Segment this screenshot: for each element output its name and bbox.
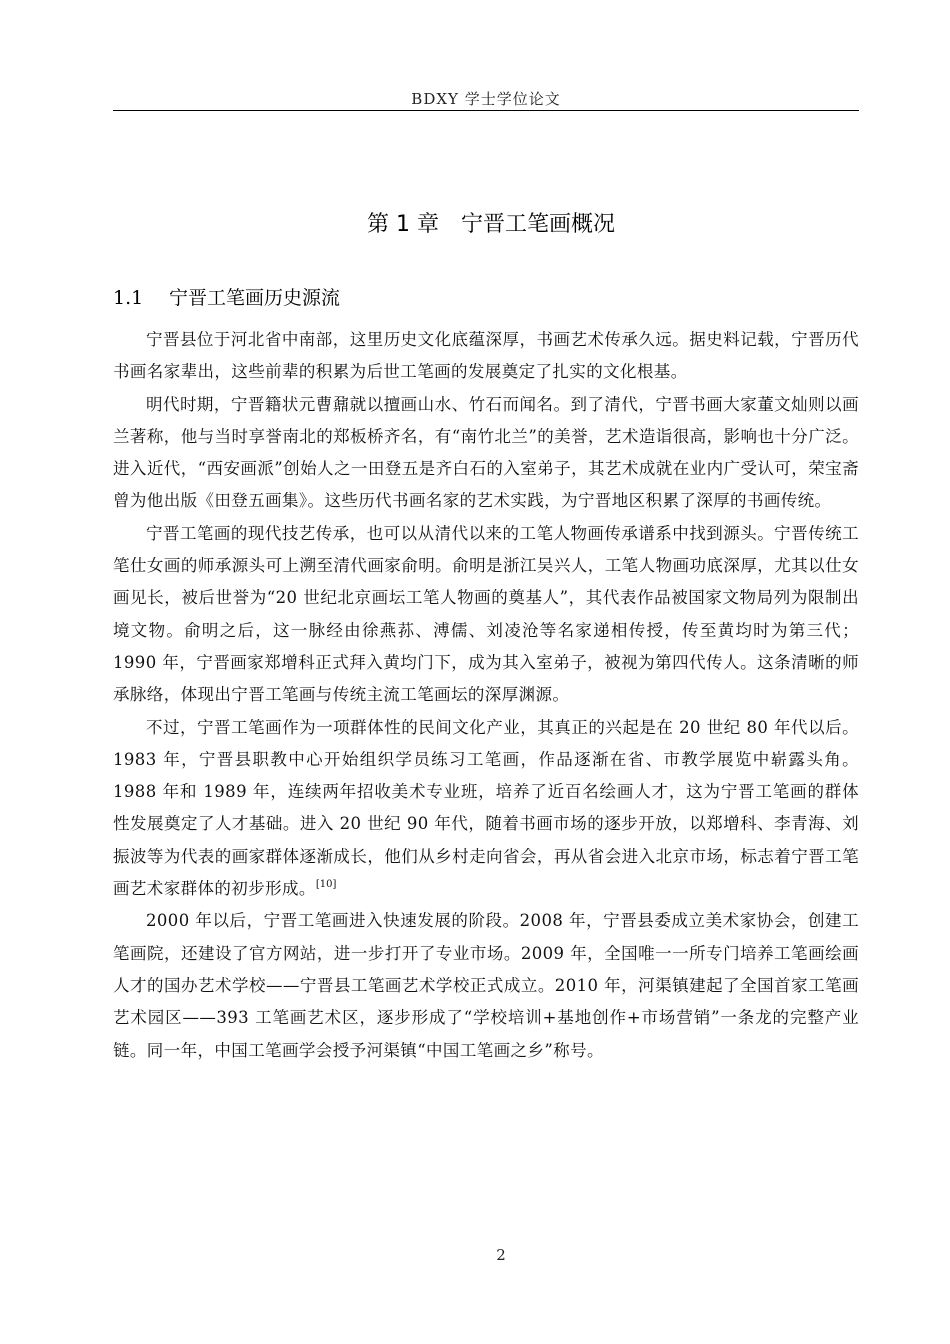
section-number: 1.1: [113, 287, 144, 309]
paragraph-1: 宁晋县位于河北省中南部，这里历史文化底蕴深厚，书画艺术传承久远。据史料记载，宁晋历代书画名家辈出，这些前辈的积累为后世工笔画的发展奠定了扎实的文化根基。: [113, 330, 859, 382]
chapter-name: 宁晋工笔画概况: [460, 212, 615, 237]
paragraph-4-text: 不过，宁晋工笔画作为一项群体性的民间文化产业，其真正的兴起是在 20 世纪 80 年代以后。1983 年，宁晋县职教中心开始组织学员练习工笔画，作品逐渐在省、市教学展览中崭露头角。1988 年和 1989 年，连续两年招收美术专业班，培养了近百名绘画人才，这为宁晋工笔画的群体性发展奠定了人才基础。进入 20 世纪 90 年代，随着书画市场的逐步开放，以郑增科、李青海、刘振波等为代表的画家群体逐渐成长，他们从乡村走向省会，再从省会进入北京市场，标志着宁晋工笔画艺术家群体的初步形成。: [113, 717, 859, 899]
header-rule: [113, 110, 859, 111]
paragraph-2: 明代时期，宁晋籍状元曹鼐就以擅画山水、竹石而闻名。到了清代，宁晋书画大家董文灿则以画兰著称，他与当时享誉南北的郑板桥齐名，有“南竹北兰”的美誉，艺术造诣很高，影响也十分广泛。进入近代，“西安画派”创始人之一田登五是齐白石的入室弟子，其艺术成就在业内广受认可，荣宝斋曾为他出版《田登五画集》。这些历代书画名家的艺术实践，为宁晋地区积累了深厚的书画传统。: [113, 394, 859, 511]
chapter-number: 第 1 章: [367, 212, 439, 237]
page-number: 2: [496, 1246, 506, 1264]
running-header: BDXY 学士学位论文: [411, 90, 561, 108]
paragraph-4: [113, 712, 859, 906]
section-title: 宁晋工笔画历史源流: [169, 287, 341, 309]
paragraph-5: 2000 年以后，宁晋工笔画进入快速发展的阶段。2008 年，宁晋县委成立美术家协会，创建工笔画院，还建设了官方网站，进一步打开了专业市场。2009 年，全国唯一一所专门培养工笔画绘画人才的国办艺术学校——宁晋县工笔画艺术学校正式成立。2010 年，河渠镇建起了全国首家工笔画艺术园区——393 工笔画艺术区，逐步形成了“学校培训+基地创作+市场营销”一条龙的完整产业链。同一年，中国工笔画学会授予河渠镇“中国工笔画之乡”称号。: [113, 911, 859, 1060]
citation-reference: [10]: [315, 879, 337, 891]
paragraph-3: 宁晋工笔画的现代技艺传承，也可以从清代以来的工笔人物画传承谱系中找到源头。宁晋传统工笔仕女画的师承源头可上溯至清代画家俞明。俞明是浙江吴兴人，工笔人物画功底深厚，尤其以仕女画见长，被后世誉为“20 世纪北京画坛工笔人物画的奠基人”，其代表作品被国家文物局列为限制出境文物。俞明之后，这一脉经由徐燕荪、溥儒、刘凌沧等名家递相传授，传至黄均时为第三代；1990 年，宁晋画家郑增科正式拜入黄均门下，成为其入室弟子，被视为第四代传人。这条清晰的师承脉络，体现出宁晋工笔画与传统主流工笔画坛的深厚渊源。: [113, 523, 859, 705]
chapter-title: [113, 210, 869, 240]
section-heading: [113, 284, 859, 312]
body-text: [113, 324, 859, 1067]
